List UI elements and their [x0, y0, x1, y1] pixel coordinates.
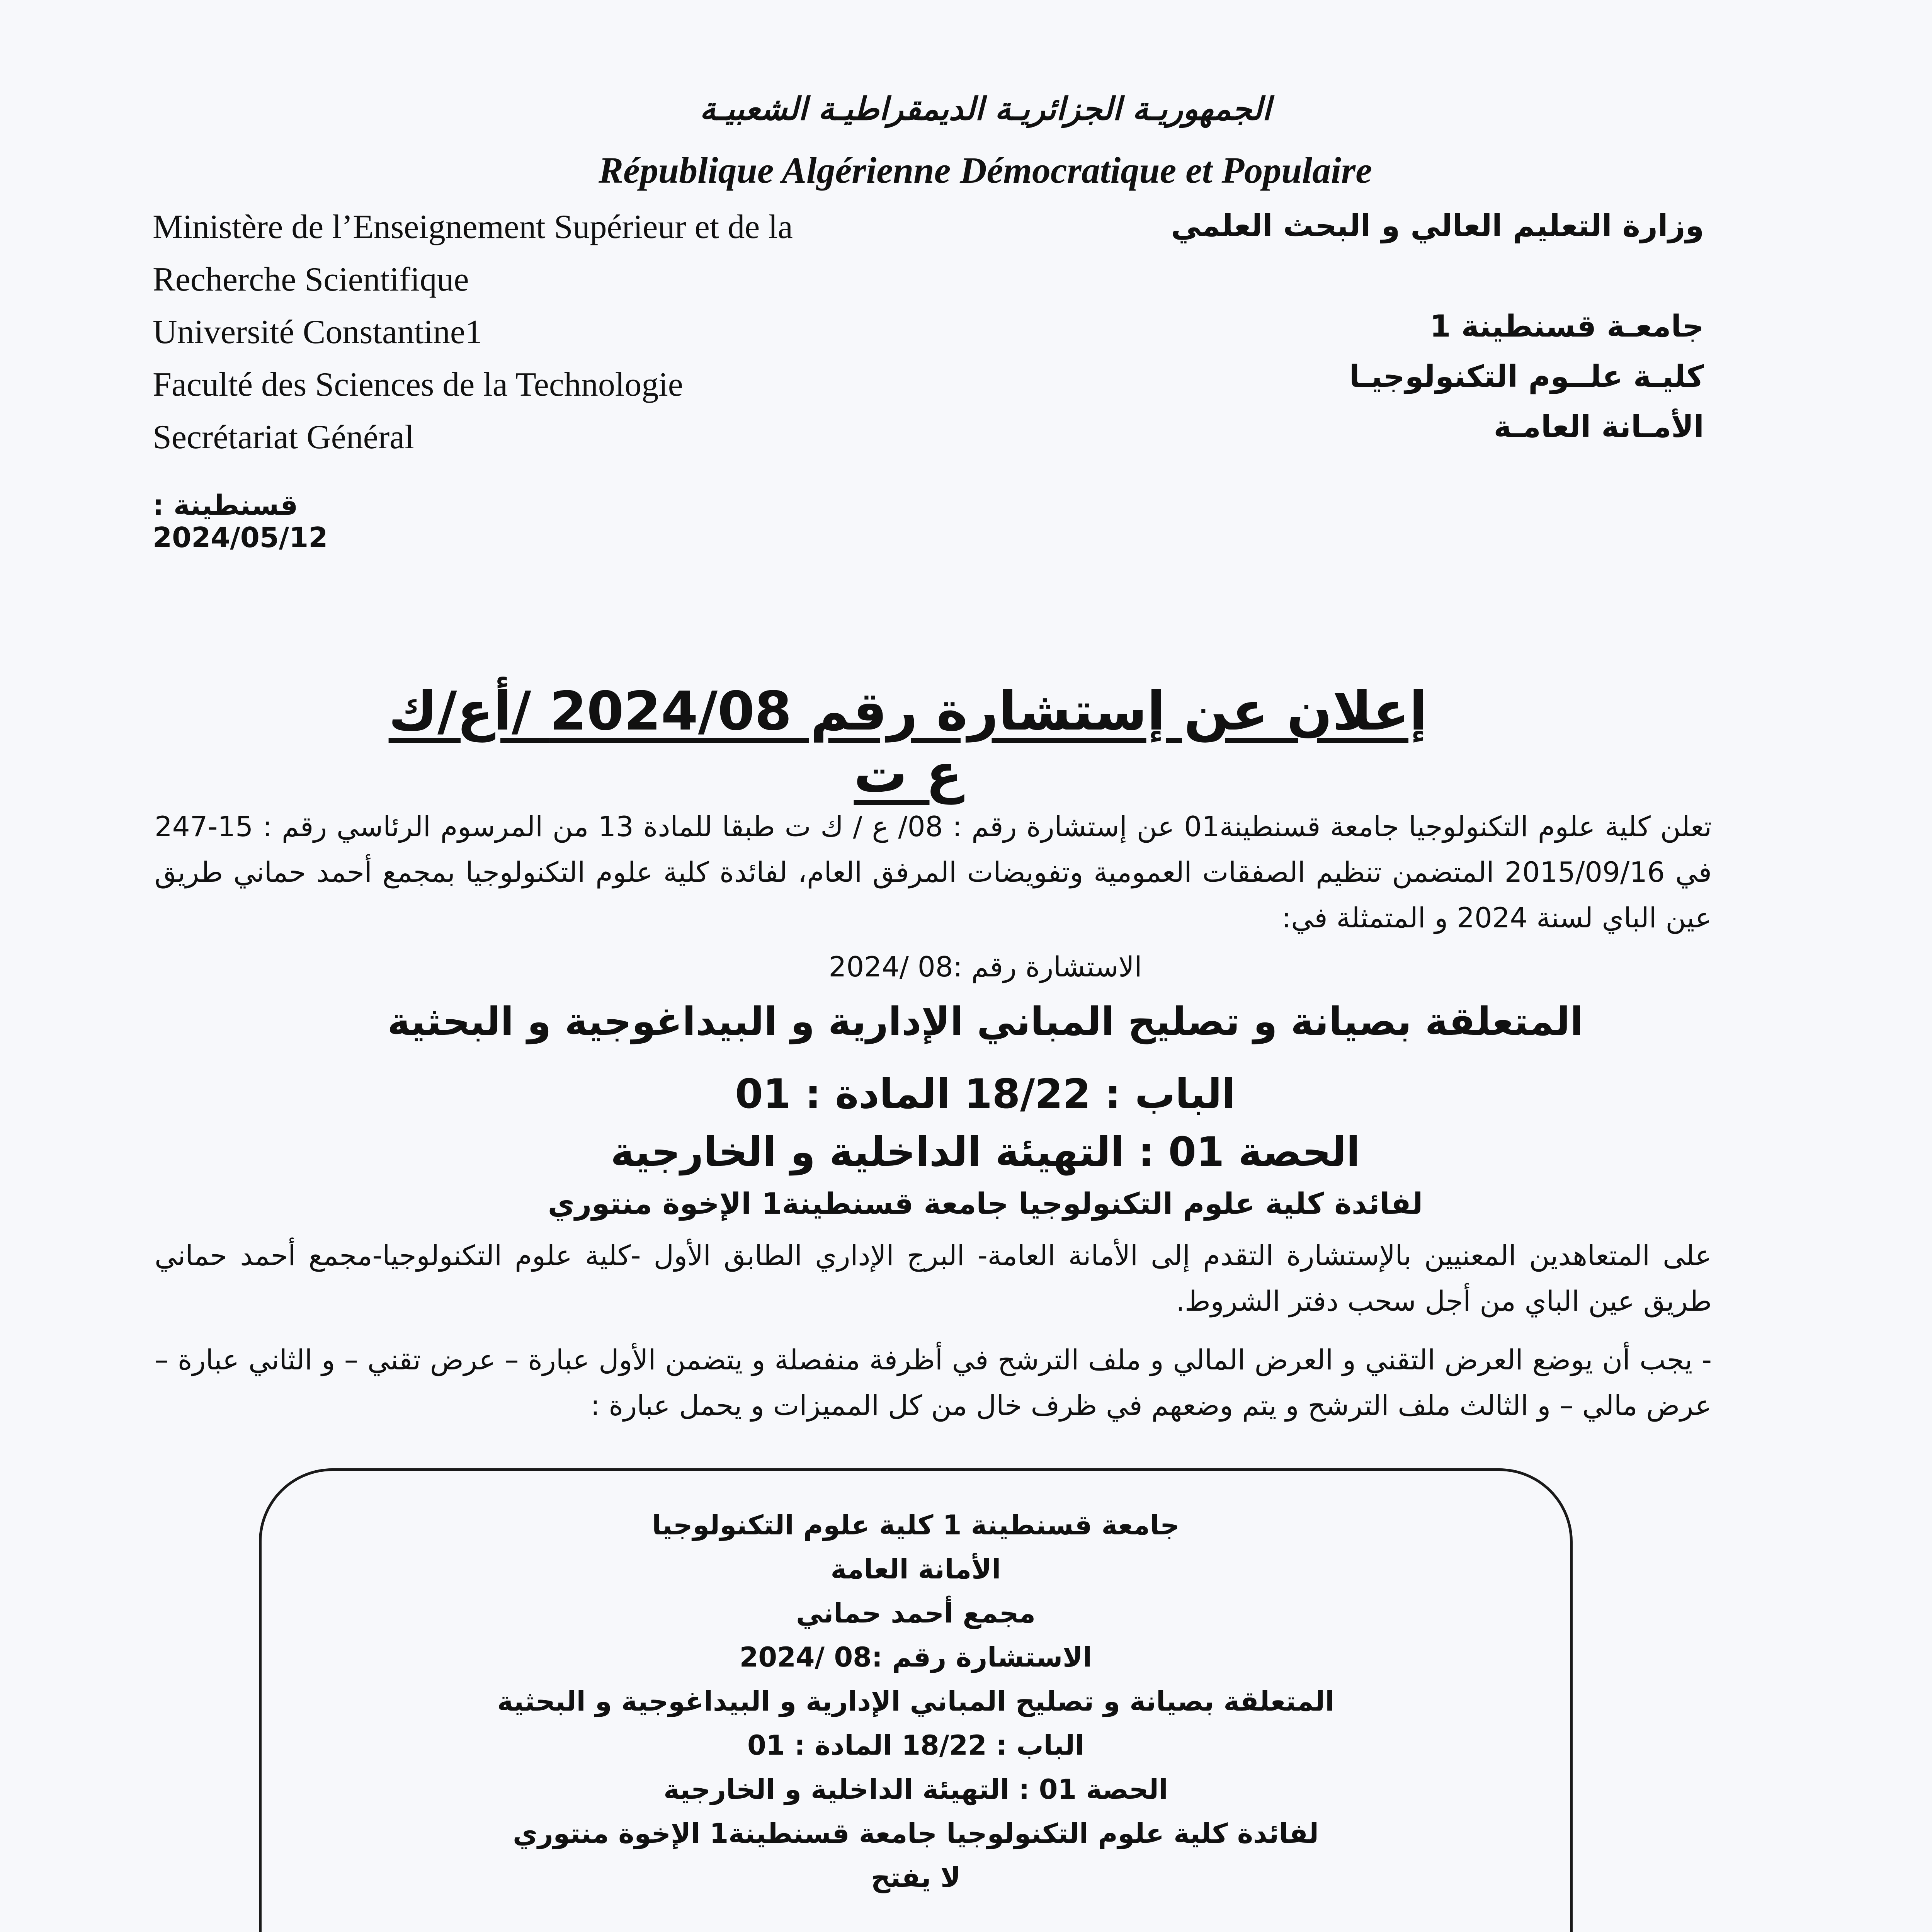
institution-block-fr	[153, 201, 793, 464]
envelopes-paragraph: - يجب أن يوضع العرض التقني و العرض المالي و ملف الترشح في أظرفة منفصلة و يتضمن الأول عبارة – عرض تقني – و الثاني عبارة – عرض مالي – و الثالث ملف الترشح و يتم وضعهم في ظرف خال من كل المميزات و يحمل عبارة :	[155, 1344, 1712, 1422]
republic-title-ar: الجمهوريـة الجزائريـة الديمقراطيـة الشعبيـة	[699, 91, 1271, 128]
consultation-chapter: الباب : 18/22 المادة : 01	[735, 1070, 1236, 1117]
faculty-line: Faculté des Sciences de la Technologie	[153, 366, 683, 403]
envelope-box-text	[259, 1503, 1573, 1900]
university-ar: جامعـة قسنطينة 1	[1430, 309, 1704, 344]
republic-title-fr: République Algérienne Démocratique et Populaire	[599, 150, 1372, 191]
box-line-do-not-open: لا يفتح	[871, 1862, 961, 1893]
consultation-number: الاستشارة رقم :08 /2024	[828, 951, 1142, 983]
university-line: Université Constantine1	[153, 313, 482, 351]
box-line-subject: المتعلقة بصيانة و تصليح المباني الإدارية و البيداغوجية و البحثية	[497, 1685, 1335, 1717]
box-line-number: الاستشارة رقم :08 /2024	[739, 1641, 1092, 1673]
box-line-chapter: الباب : 18/22 المادة : 01	[747, 1730, 1084, 1761]
secretariat-ar: الأمـانة العامـة	[1493, 410, 1704, 444]
consultation-beneficiary: لفائدة كلية علوم التكنولوجيا جامعة قسنطينة1 الإخوة منتوري	[548, 1186, 1423, 1221]
intro-paragraph: تعلن كلية علوم التكنولوجيا جامعة قسنطينة01 عن إستشارة رقم : 08/ ع / ك ت طبقا للمادة 13 من المرسوم الرئاسي رقم : 15-247 في 2015/09/16 المتضمن تنظيم الصفقات العمومية وتفويضات المرفق العام، لفائدة كلية علوم التكنولوجيا بمجمع أحمد حماني طريق عين الباي لسنة 2024 و المتمثلة في:	[155, 810, 1712, 934]
box-line-secretariat: الأمانة العامة	[830, 1553, 1001, 1585]
secretariat-line: Secrétariat Général	[153, 418, 414, 456]
place-date: قسنطينة : 2024/05/12	[153, 489, 328, 554]
box-line-beneficiary: لفائدة كلية علوم التكنولوجيا جامعة قسنطينة1 الإخوة منتوري	[513, 1818, 1319, 1849]
box-line-campus: مجمع أحمد حماني	[796, 1597, 1036, 1629]
institution-block-ar	[1163, 201, 1704, 452]
consultation-lot: الحصة 01 : التهيئة الداخلية و الخارجية	[611, 1128, 1360, 1175]
withdraw-paragraph: على المتعاهدين المعنيين بالإستشارة التقدم إلى الأمانة العامة- البرج الإداري الطابق الأول -كلية علوم التكنولوجيا-مجمع أحمد حماني طريق عين الباي من أجل سحب دفتر الشروط.	[155, 1239, 1712, 1317]
faculty-ar: كليـة علــوم التكنولوجيـا	[1349, 359, 1704, 394]
box-line-lot: الحصة 01 : التهيئة الداخلية و الخارجية	[663, 1774, 1168, 1805]
announcement-title: إعلان عن إستشارة رقم 2024/08 /أع/ك ع ت	[388, 680, 1428, 804]
spacer-ar	[1163, 251, 1704, 301]
box-line-university: جامعة قسنطينة 1 كلية علوم التكنولوجيا	[652, 1509, 1180, 1541]
ministry-ar: وزارة التعليم العالي و البحث العلمي	[1171, 209, 1704, 243]
ministry-line-2: Recherche Scientifique	[153, 261, 469, 298]
consultation-subject: المتعلقة بصيانة و تصليح المباني الإدارية و البيداغوجية و البحثية	[387, 999, 1583, 1044]
ministry-line-1: Ministère de l’Enseignement Supérieur et de la	[153, 208, 793, 246]
